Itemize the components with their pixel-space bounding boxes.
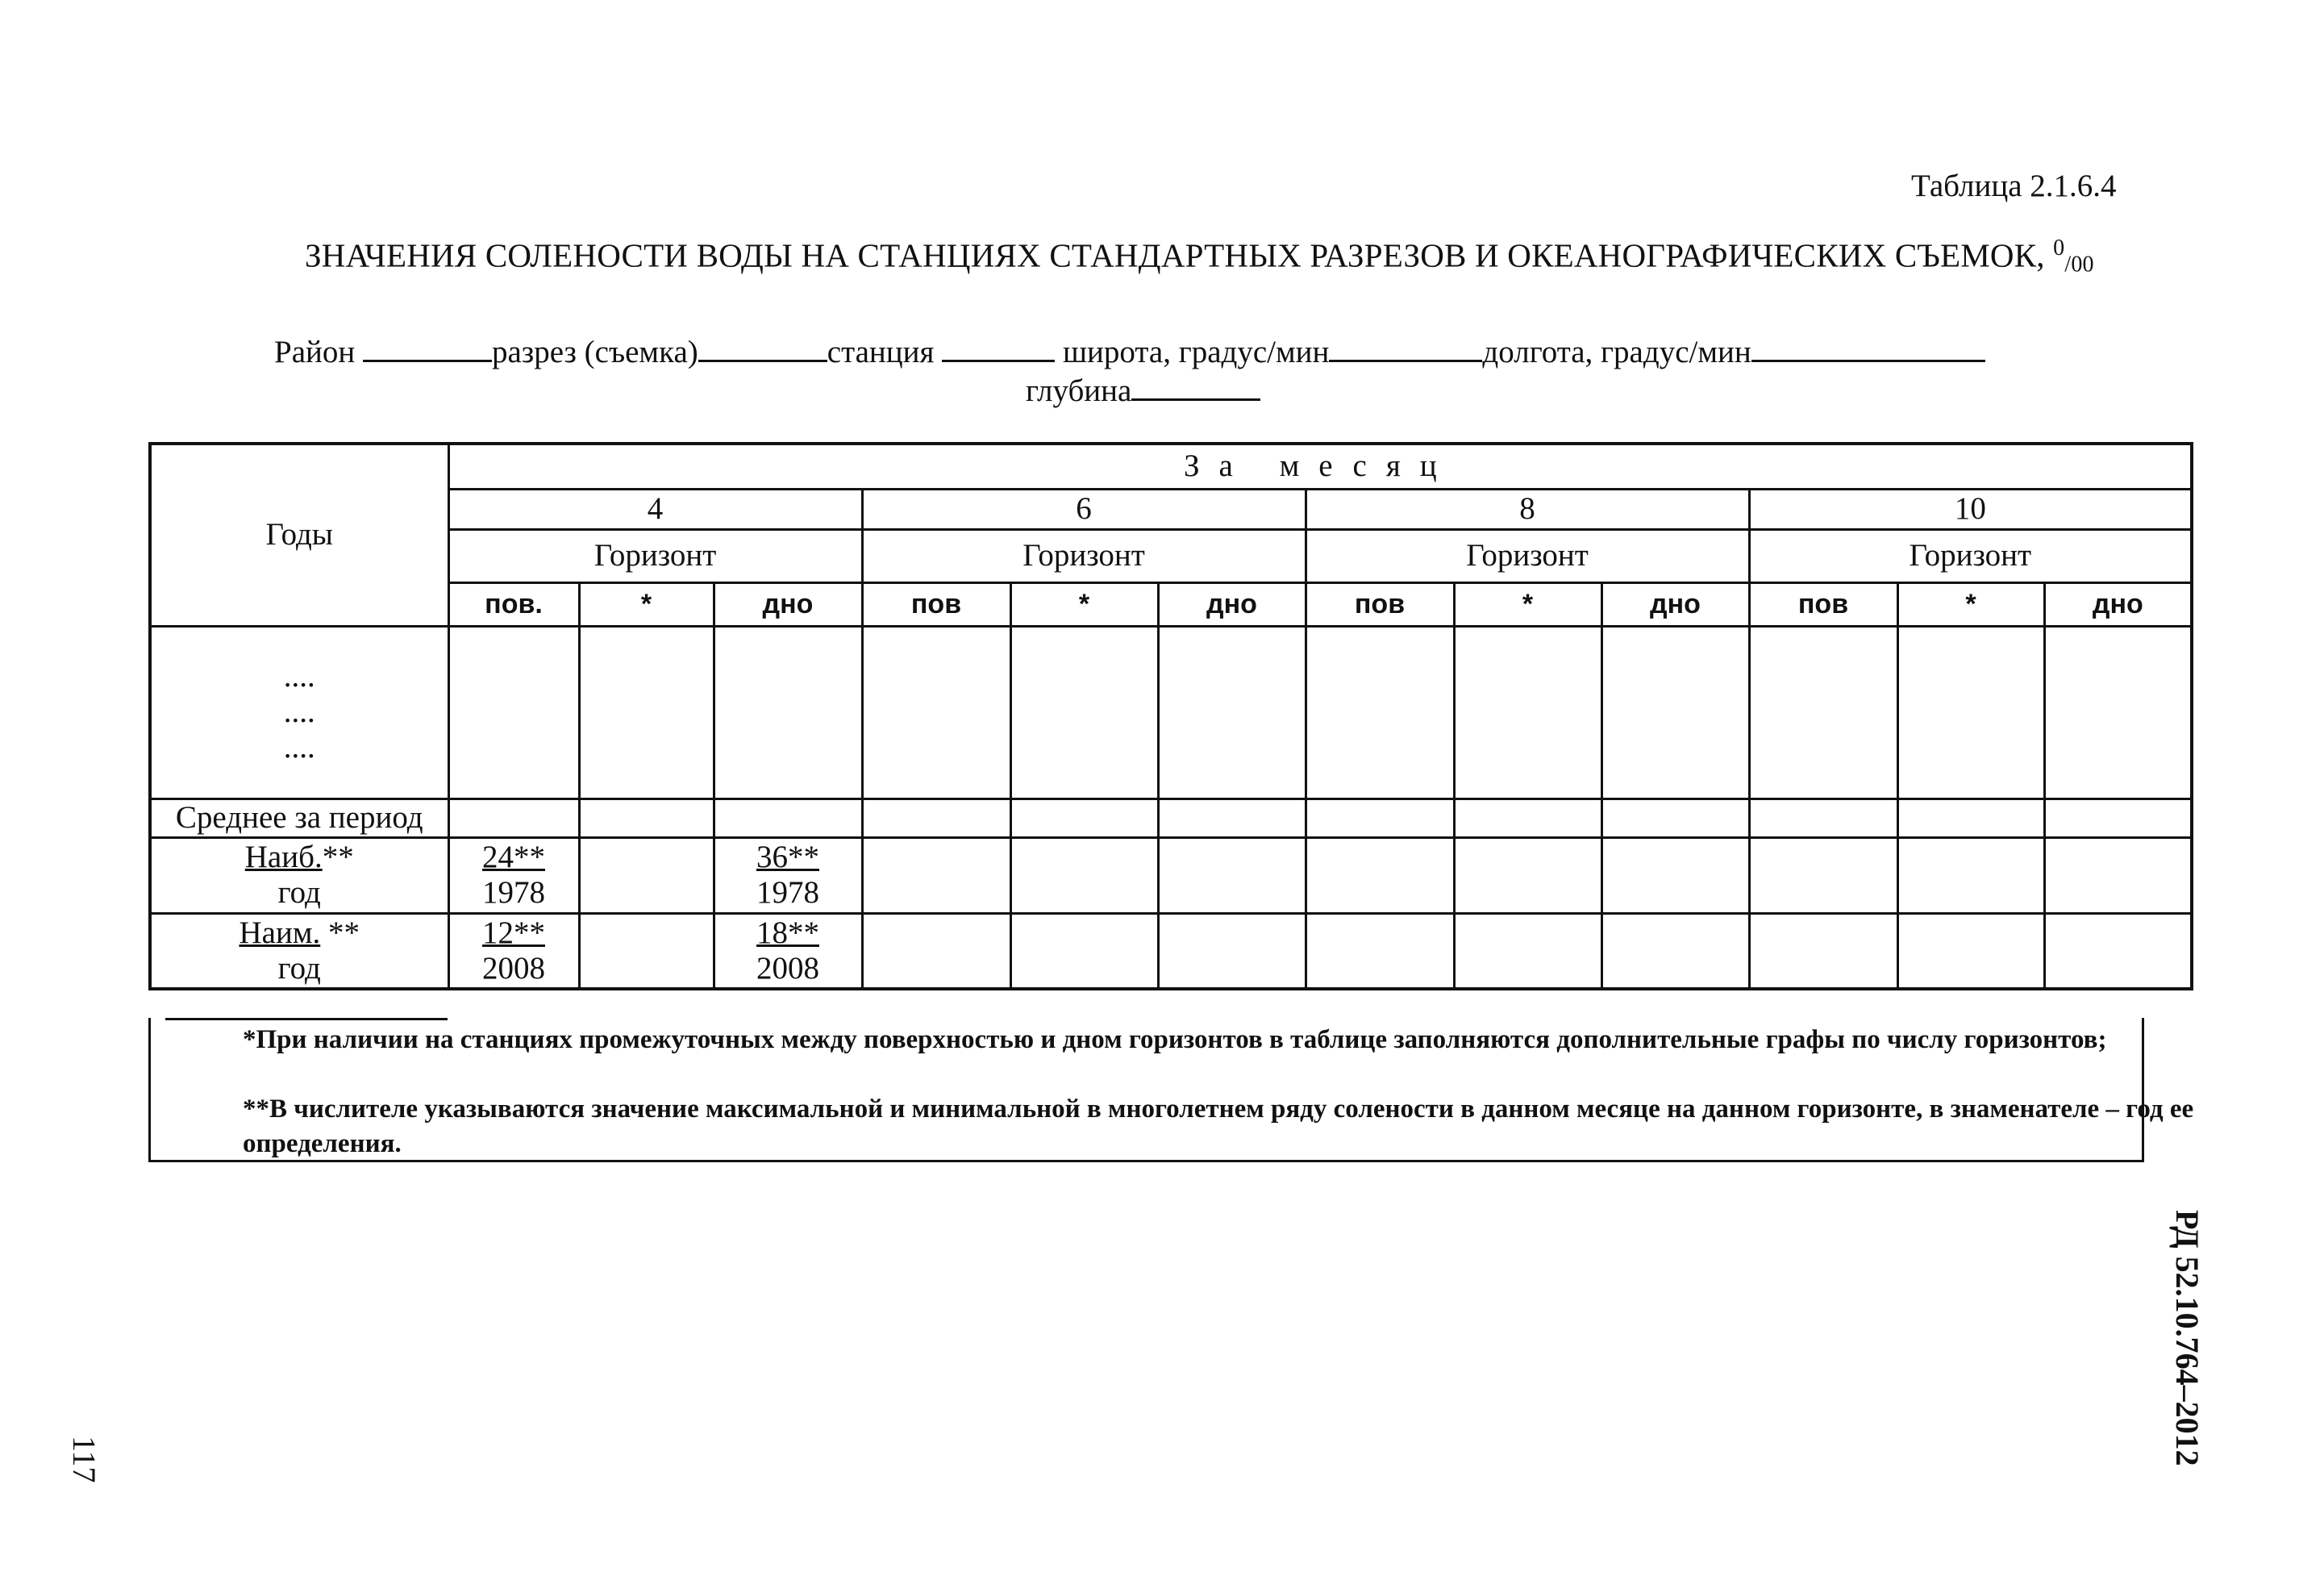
sub-surface-8: пов [1306,582,1454,626]
footnotes-box [148,1018,2194,1162]
depth-field [1026,373,1260,409]
max-stars: ** [322,840,354,874]
max-surface-cell [448,837,579,913]
min-label: Наим. [239,915,321,950]
section-blank [698,336,827,362]
page-number: 117 [66,1436,102,1483]
dots-line: .... [283,659,315,694]
title-text: ЗНАЧЕНИЯ СОЛЕНОСТИ ВОДЫ НА СТАНЦИЯХ СТАНДАРТНЫХ РАЗРЕЗОВ И ОКЕАНОГРАФИЧЕСКИХ СЪЕМОК, [305,236,2045,274]
sub-star-6: * [1010,582,1158,626]
salinity-table [148,442,2193,990]
sub-surface-4: пов. [448,582,579,626]
sub-surface-6: пов [862,582,1010,626]
table-number: Таблица 2.1.6.4 [1911,169,2117,203]
max-surface-value: 24** [482,840,545,874]
horizon-8: Горизонт [1306,529,1749,582]
document-code: РД 52.10.764–2012 [2169,1210,2205,1466]
sub-bottom-8: дно [1601,582,1749,626]
max-bottom-year: 1978 [756,875,819,910]
min-bottom-year: 2008 [756,950,819,986]
latitude-label: широта, градус/мин [1062,335,1330,369]
table-title [305,236,2094,278]
dots-line: .... [283,730,315,765]
station-blank [942,336,1055,362]
years-placeholder [150,626,448,799]
min-year-label: год [277,950,321,986]
form-fields [274,334,1985,370]
years-header: Годы [150,444,448,626]
min-bottom-value: 18** [756,915,819,950]
sub-bottom-4: дно [714,582,862,626]
section-label: разрез (съемка) [492,335,698,369]
max-label-cell [150,837,448,913]
max-surface-year: 1978 [482,875,545,910]
min-surface-year: 2008 [482,950,545,986]
horizon-10: Горизонт [1749,529,2192,582]
footnote-2: **В числителе указываются значение максимальной и минимальной в многолетнем ряду солености в данном месяце на данном горизонте, в знаменателе – год ее определения. [243,1095,2194,1158]
month-6: 6 [862,489,1306,529]
horizon-4: Горизонт [448,529,862,582]
max-bottom-value: 36** [756,840,819,874]
region-label: Район [274,335,356,369]
max-year-label: год [277,875,321,910]
sub-star-4: * [579,582,714,626]
average-label: Среднее за период [150,799,448,837]
sub-star-8: * [1454,582,1601,626]
longitude-label: долгота, градус/мин [1482,335,1751,369]
latitude-blank [1329,336,1482,362]
region-blank [363,336,492,362]
min-label-cell [150,913,448,989]
sub-bottom-6: дно [1158,582,1306,626]
sub-bottom-10: дно [2044,582,2192,626]
min-surface-value: 12** [482,915,545,950]
unit-subscript: /00 [2064,252,2094,277]
dots-line: .... [283,694,315,729]
sub-star-10: * [1897,582,2044,626]
longitude-blank [1751,336,1985,362]
depth-label: глубина [1026,373,1132,408]
max-bottom-cell [714,837,862,913]
depth-blank [1131,374,1260,401]
footnote-1: *При наличии на станциях промежуточных между поверхностью и дном горизонтов в таблице заполняются дополнительные графы по числу горизонтов; [243,1025,2107,1054]
min-surface-cell [448,913,579,989]
horizon-6: Горизонт [862,529,1306,582]
month-4: 4 [448,489,862,529]
footnote-rule [165,1018,448,1020]
min-bottom-cell [714,913,862,989]
max-label: Наиб. [244,840,323,874]
station-label: станция [827,335,935,369]
month-8: 8 [1306,489,1749,529]
min-stars: ** [328,915,360,950]
sub-surface-10: пов [1749,582,1897,626]
month-10: 10 [1749,489,2192,529]
month-header: За месяц [448,444,2192,489]
unit-superscript: 0 [2053,236,2065,261]
